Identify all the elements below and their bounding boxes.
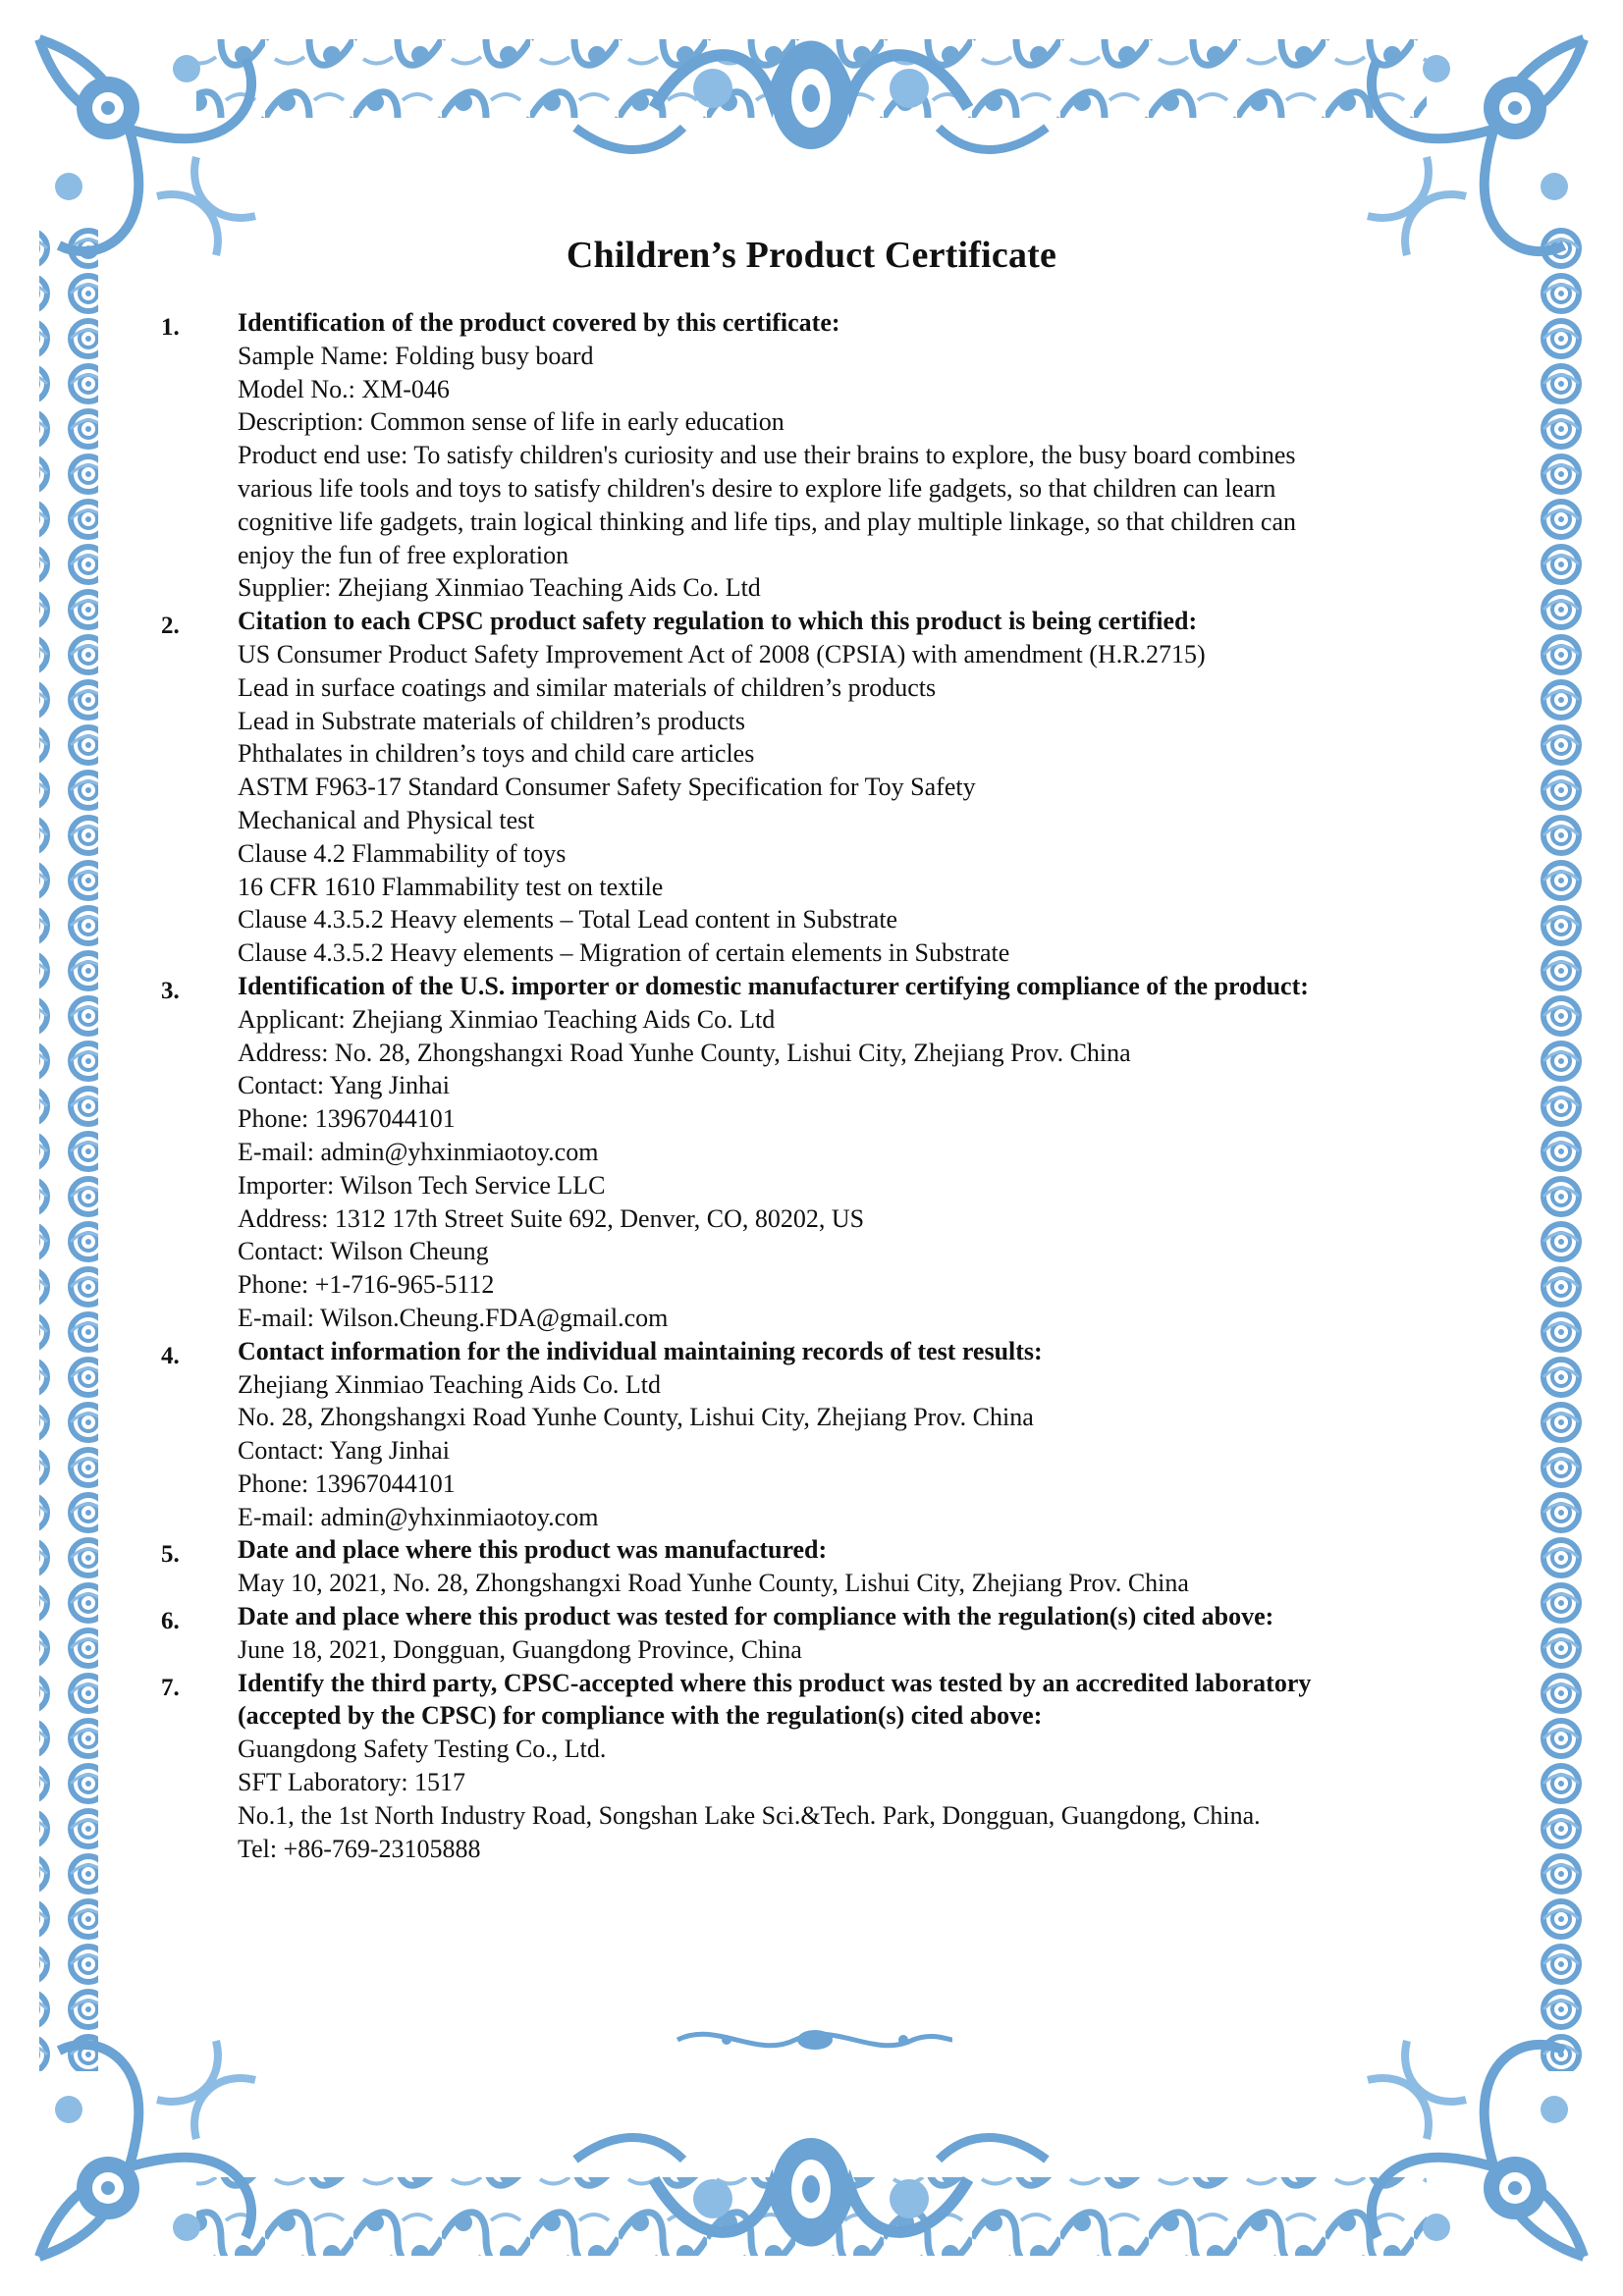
section-records-contact (157, 1335, 1473, 1534)
section-heading: Date and place where this product was manufactured: (238, 1535, 828, 1565)
section-heading: Identify the third party, CPSC-accepted where this product was tested by an accredited laboratory (238, 1668, 1312, 1697)
certificate-title: Children’s Product Certificate (566, 235, 1057, 276)
lab-address: No.1, the 1st North Industry Road, Songshan Lake Sci.&Tech. Park, Dongguan, Guangdong, China. (238, 1800, 1261, 1830)
product-end-use: Product end use: To satisfy children's curiosity and use their brains to explore, the busy board combines (238, 441, 1296, 470)
applicant: Applicant: Zhejiang Xinmiao Teaching Aids Co. Ltd (238, 1004, 776, 1034)
section-test-date-place (157, 1600, 1473, 1667)
section-importer-manufacturer (157, 970, 1473, 1335)
regulation-line: Lead in Substrate materials of children’s products (238, 706, 745, 735)
certificate-body (157, 306, 1473, 1865)
section-heading: Contact information for the individual maintaining records of test results: (238, 1336, 1043, 1365)
applicant-contact: Contact: Yang Jinhai (238, 1071, 450, 1100)
bottom-divider-ornament (668, 2020, 962, 2059)
records-company: Zhejiang Xinmiao Teaching Aids Co. Ltd (238, 1369, 661, 1399)
records-contact: Contact: Yang Jinhai (238, 1436, 450, 1466)
importer-phone: Phone: +1-716-965-5112 (238, 1270, 495, 1300)
section-number: 2. (161, 613, 180, 640)
lab-name: Guangdong Safety Testing Co., Ltd. (238, 1735, 607, 1764)
applicant-address: Address: No. 28, Zhongshangxi Road Yunhe County, Lishui City, Zhejiang Prov. China (238, 1038, 1131, 1067)
regulation-line: Mechanical and Physical test (238, 805, 535, 834)
section-heading: Identification of the U.S. importer or domestic manufacturer certifying compliance of the product: (238, 971, 1309, 1000)
regulation-line: Clause 4.2 Flammability of toys (238, 838, 567, 868)
section-number: 1. (161, 314, 180, 341)
records-address: No. 28, Zhongshangxi Road Yunhe County, Lishui City, Zhejiang Prov. China (238, 1403, 1034, 1432)
section-number: 5. (161, 1541, 180, 1569)
section-regulations (157, 605, 1473, 970)
regulation-line: 16 CFR 1610 Flammability test on textile (238, 872, 664, 901)
importer-contact: Contact: Wilson Cheung (238, 1237, 489, 1266)
section-heading: Identification of the product covered by this certificate: (238, 308, 840, 337)
regulation-line: US Consumer Product Safety Improvement Act of 2008 (CPSIA) with amendment (H.R.2715) (238, 639, 1206, 668)
description: Description: Common sense of life in early education (238, 407, 784, 437)
sample-name: Sample Name: Folding busy board (238, 341, 594, 370)
applicant-phone: Phone: 13967044101 (238, 1104, 456, 1134)
regulation-line: Phthalates in children’s toys and child care articles (238, 739, 755, 769)
section-heading: Citation to each CPSC product safety regulation to which this product is being certified: (238, 607, 1198, 636)
test-date-place: June 18, 2021, Dongguan, Guangdong Province, China (238, 1634, 802, 1664)
product-end-use-cont: enjoy the fun of free exploration (238, 540, 569, 569)
regulation-line: Lead in surface coatings and similar materials of children’s products (238, 672, 937, 702)
section-manufacture-date-place (157, 1533, 1473, 1600)
section-number: 7. (161, 1674, 180, 1701)
section-number: 3. (161, 977, 180, 1004)
applicant-email: E-mail: admin@yhxinmiaotoy.com (238, 1137, 599, 1166)
section-third-party-lab (157, 1667, 1473, 1866)
supplier: Supplier: Zhejiang Xinmiao Teaching Aids Co. Ltd (238, 573, 761, 603)
regulation-line: Clause 4.3.5.2 Heavy elements – Total Lead content in Substrate (238, 905, 898, 934)
section-heading: Date and place where this product was tested for compliance with the regulation(s) cited above: (238, 1602, 1274, 1631)
section-heading-cont: (accepted by the CPSC) for compliance with the regulation(s) cited above: (238, 1701, 1043, 1731)
model-number: Model No.: XM-046 (238, 374, 450, 403)
lab-phone: Tel: +86-769-23105888 (238, 1834, 481, 1863)
section-number: 6. (161, 1608, 180, 1635)
section-number: 4. (161, 1342, 180, 1369)
records-email: E-mail: admin@yhxinmiaotoy.com (238, 1502, 599, 1531)
importer: Importer: Wilson Tech Service LLC (238, 1170, 606, 1200)
section-product-identification (157, 306, 1473, 605)
importer-address: Address: 1312 17th Street Suite 692, Denver, CO, 80202, US (238, 1203, 865, 1233)
lab-number: SFT Laboratory: 1517 (238, 1768, 466, 1797)
regulation-line: Clause 4.3.5.2 Heavy elements – Migration of certain elements in Substrate (238, 938, 1010, 968)
product-end-use-cont: cognitive life gadgets, train logical thinking and life tips, and play multiple linkage, so that children can (238, 507, 1296, 536)
importer-email: E-mail: Wilson.Cheung.FDA@gmail.com (238, 1303, 669, 1332)
regulation-line: ASTM F963-17 Standard Consumer Safety Specification for Toy Safety (238, 773, 976, 802)
manufacture-date-place: May 10, 2021, No. 28, Zhongshangxi Road Yunhe County, Lishui City, Zhejiang Prov. China (238, 1569, 1189, 1598)
product-end-use-cont: various life tools and toys to satisfy children's desire to explore life gadgets, so that children can learn (238, 473, 1276, 503)
records-phone: Phone: 13967044101 (238, 1468, 456, 1498)
